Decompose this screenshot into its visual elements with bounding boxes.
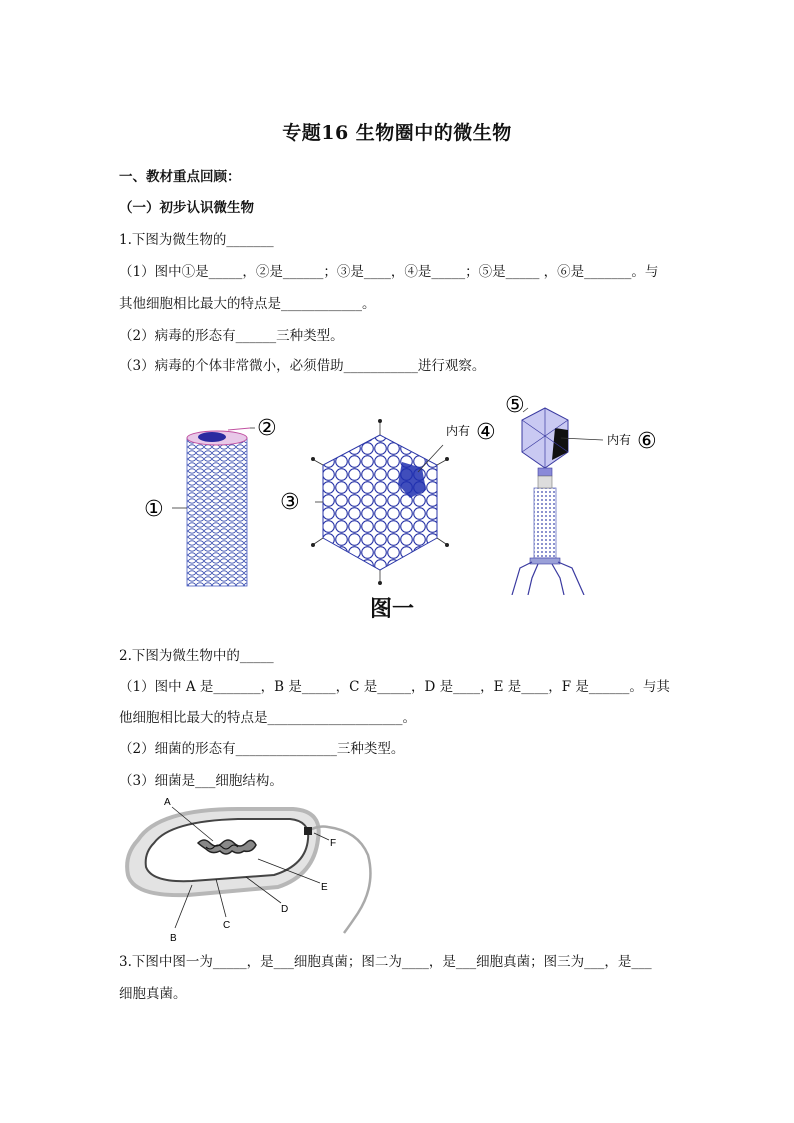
- label-5: ⑤: [505, 393, 525, 418]
- figure-caption: 图一: [370, 596, 415, 622]
- bacteriophage-drawing: [512, 408, 603, 595]
- q1-part3: （3）病毒的个体非常微小，必须借助___________进行观察。: [119, 358, 486, 374]
- subsection-heading: （一）初步认识微生物: [119, 200, 254, 216]
- q1-part1-line1: （1）图中①是_____，②是______；③是____，④是_____；⑤是_____ ，⑥是_______。与: [119, 264, 659, 280]
- q2-part1-line1: （1）图中 A 是_______，B 是_____，C 是_____，D 是____，E 是____，F 是______。与其: [119, 679, 670, 695]
- q1-stem: 1.下图为微生物的_______: [119, 232, 274, 248]
- section-heading: 一、教材重点回顾：: [119, 169, 241, 185]
- inner-label-4: 内有: [446, 424, 471, 438]
- label-1: ①: [144, 497, 164, 522]
- virus-figure: [140, 390, 700, 595]
- label-A: A: [164, 797, 171, 808]
- inner-label-6: 内有: [607, 433, 632, 447]
- rod-virus-drawing: [172, 428, 255, 586]
- q3-line2: 细胞真菌。: [119, 986, 187, 1002]
- bacterium-figure: [118, 795, 388, 945]
- q2-part2: （2）细菌的形态有_______________三种类型。: [119, 741, 405, 757]
- q2-part3: （3）细菌是___细胞结构。: [119, 773, 283, 789]
- page-title: 专题16 生物圈中的微生物: [282, 122, 512, 144]
- label-F: F: [330, 838, 337, 849]
- spherical-virus-drawing: [311, 419, 449, 585]
- label-2: ②: [257, 416, 277, 441]
- q2-part1-line2: 他细胞相比最大的特点是____________________。: [119, 710, 416, 726]
- q2-stem: 2.下图为微生物中的_____: [119, 648, 274, 664]
- label-B: B: [170, 933, 177, 944]
- q1-part1-line2: 其他细胞相比最大的特点是____________。: [119, 296, 376, 312]
- label-3: ③: [280, 490, 300, 515]
- label-C: C: [223, 920, 231, 931]
- label-D: D: [281, 904, 289, 915]
- q3-line1: 3.下图中图一为_____，是___细胞真菌；图二为____，是___细胞真菌；图三为___，是___: [119, 954, 652, 970]
- label-4: ④: [476, 420, 496, 445]
- label-E: E: [321, 882, 328, 893]
- label-6: ⑥: [637, 429, 657, 454]
- q1-part2: （2）病毒的形态有______三种类型。: [119, 328, 344, 344]
- bacterium-drawing: [127, 807, 370, 933]
